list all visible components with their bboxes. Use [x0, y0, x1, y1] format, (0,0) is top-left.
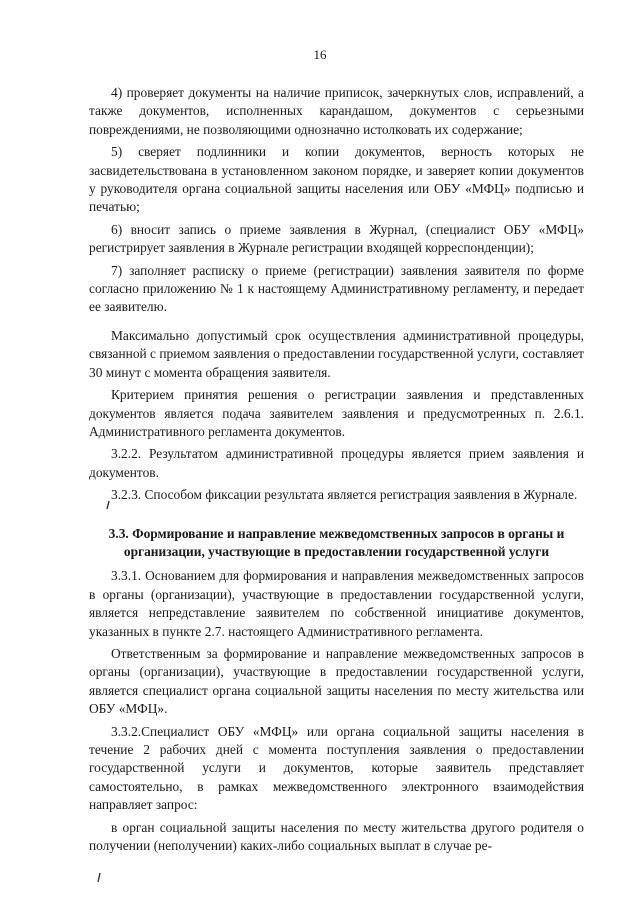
- paragraph: 3.2.2. Результатом административной процедуры является прием заявления и документов.: [89, 446, 584, 480]
- paragraph: 3.3.2.Специалист ОБУ «МФЦ» или органа социальной защиты населения в течение 2 рабочих дней с момента поступления заявления о предоставлении государственной услуги и документов, которые заявитель представляет самостоятельно, в рамках межведомственного электронного взаимодействия направляет запрос:: [89, 723, 584, 813]
- paragraph: Ответственным за формирование и направление межведомственных запросов в органы (организации), участвующие в предоставлении государственной услуги, является специалист органа социальной защиты населения по месту жительства или ОБУ «МФЦ».: [89, 645, 584, 717]
- paragraph: Критерием принятия решения о регистрации заявления и представленных документов является подача заявителем заявления и предусмотренных п. 2.6.1. Административного регламента документов.: [89, 387, 584, 439]
- paragraph: Максимально допустимый срок осуществления административной процедуры, связанной с приемом заявления о предоставлении государственной услуги, составляет 30 минут с момента обращения заявителя.: [89, 327, 584, 380]
- paragraph: 5) сверяет подлинники и копии документов, верность которых не засвидетельствована в установленном законом порядке, и заверяет копии документов у руководителя органа социальной защиты населения или ОБУ «МФЦ» подписью и печатью;: [89, 144, 584, 215]
- scan-mark-icon: [96, 872, 102, 884]
- page-body: [89, 84, 584, 859]
- scan-mark-icon: [105, 500, 111, 510]
- paragraph: 3.2.3. Способом фиксации результата является регистрация заявления в Журнале.: [111, 487, 578, 503]
- paragraph: 4) проверяет документы на наличие приписок, зачеркнутых слов, исправлений, а также документов, исполненных карандашом, документов с серьезными повреждениями, не позволяющими однозначно истолковать их содержание;: [89, 85, 584, 137]
- paragraph: в орган социальной защиты населения по месту жительства другого родителя о получении (неполучении) каких-либо социальных выплат в случае ре-: [89, 819, 584, 854]
- section-heading: 3.3. Формирование и направление межведомственных запросов в органы и организации, участвующие в предоставлении государственной услуги: [108, 525, 565, 559]
- page-number: 16: [313, 47, 327, 62]
- paragraph: 3.3.1. Основанием для формирования и направления межведомственных запросов в органы (организации), участвующие в предоставлении государственной услуги, является непредставление заявителем по собственной инициативе документов, указанных в пункте 2.7. настоящего Административного регламента.: [89, 568, 584, 639]
- paragraph: 6) вносит запись о приеме заявления в Журнал, (специалист ОБУ «МФЦ» регистрирует заявления в Журнале регистрации входящей корреспонденции);: [89, 221, 584, 256]
- paragraph: 7) заполняет расписку о приеме (регистрации) заявления заявителя по форме согласно приложению № 1 к настоящему Административному регламенту, и передает ее заявителю.: [89, 262, 584, 315]
